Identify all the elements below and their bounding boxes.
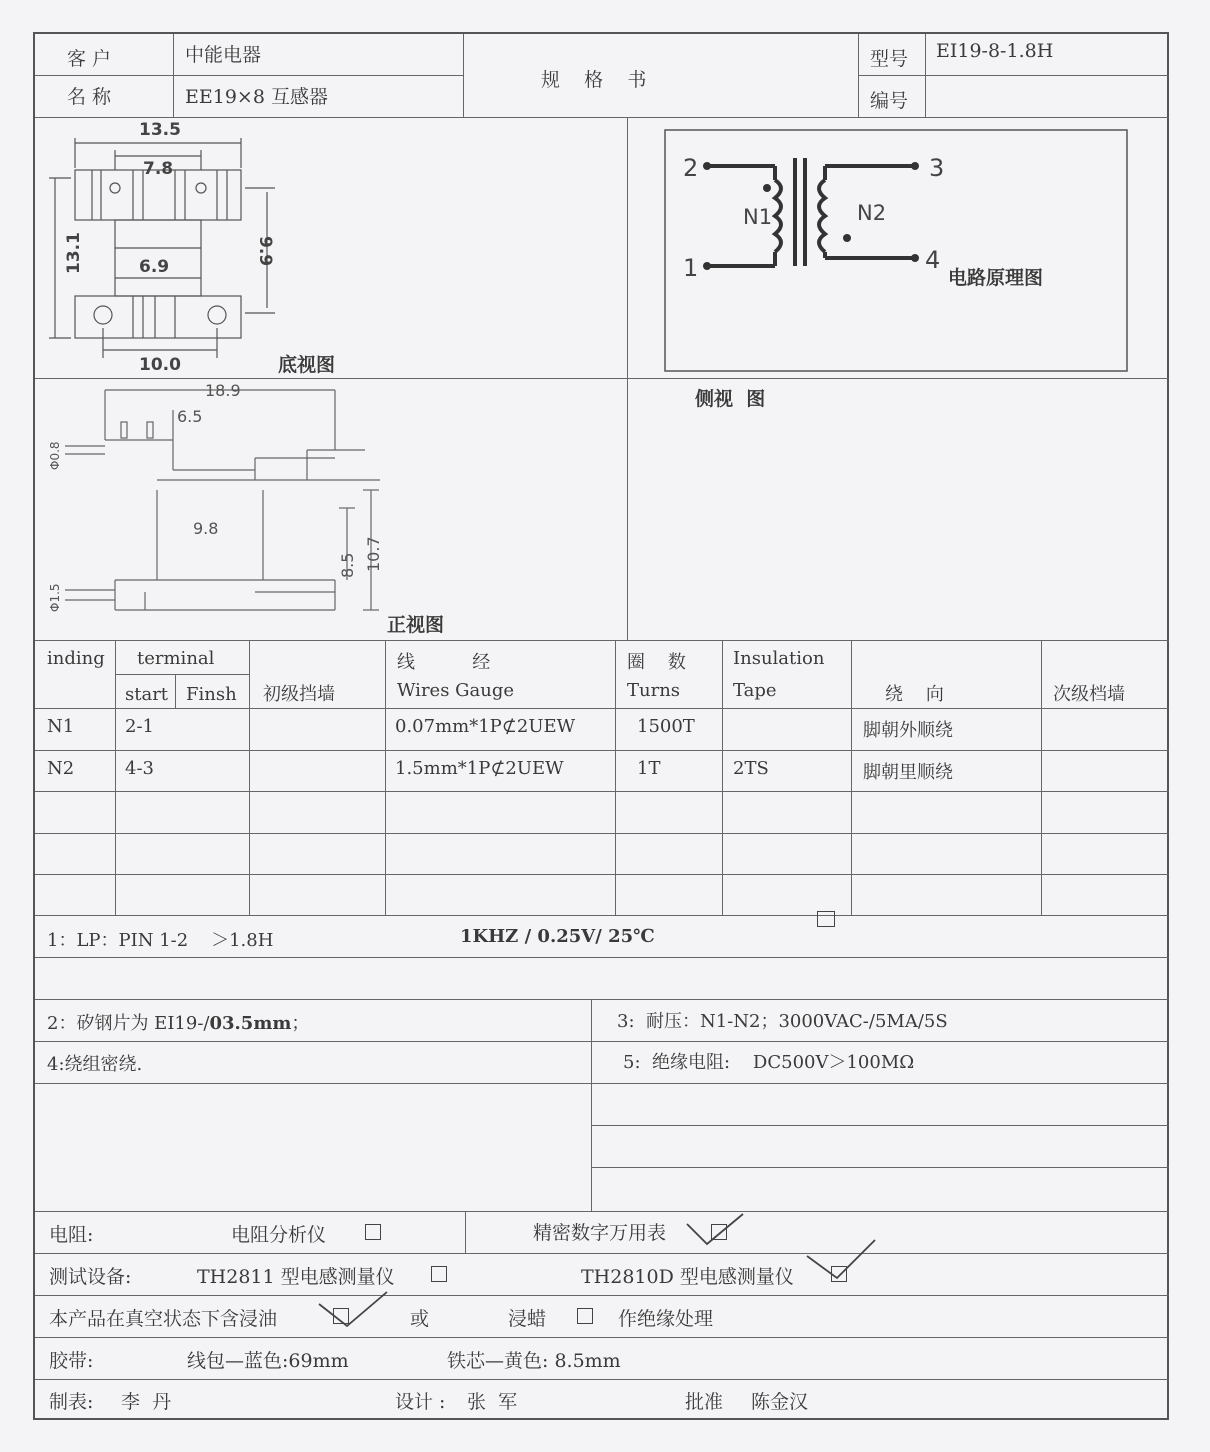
col-header-winding: inding: [47, 648, 105, 669]
model-value: EI19-8-1.8H: [936, 40, 1054, 62]
divider: [115, 640, 116, 915]
made-by-name: 李 丹: [121, 1391, 172, 1413]
note-5: 5: 绝缘电阻: DC500V＞100MΩ: [623, 1052, 915, 1073]
th2811-checkbox[interactable]: [431, 1266, 447, 1282]
name-value: EE19×8 互感器: [185, 86, 328, 108]
dim-label: 10.0: [139, 355, 181, 375]
cell-direction: 脚朝里顺绕: [863, 762, 953, 783]
divider: [35, 791, 1169, 792]
note-1-conditions: 1KHZ / 0.25V/ 25℃: [460, 926, 655, 947]
cell-winding: N2: [47, 758, 75, 779]
col-header-turns-en: Turns: [627, 680, 681, 701]
th2811-label: TH2811 型电感测量仪: [197, 1266, 395, 1288]
divider: [249, 640, 250, 915]
resistance-label: 电阻:: [49, 1224, 94, 1246]
equipment-label: 测试设备:: [49, 1266, 132, 1288]
dim-label: 6.9: [139, 257, 170, 277]
col-header-primary-wall: 初级挡墙: [263, 684, 335, 705]
divider: [591, 999, 592, 1211]
model-label: 型号: [870, 48, 909, 70]
divider: [35, 1253, 1169, 1254]
col-header-wire-cn: 线 经: [397, 652, 491, 673]
bottom-view-drawing: [35, 118, 625, 376]
doc-title: 规 格 书: [541, 69, 647, 91]
schematic-caption: 电路原理图: [948, 267, 1044, 289]
col-header-tape-2: Tape: [733, 680, 777, 701]
res-analyzer-checkbox[interactable]: [365, 1224, 381, 1240]
divider: [591, 1125, 1169, 1126]
cell-wire: 1.5mm*1P⊄2UEW: [395, 758, 564, 779]
insulation-treat-label: 作绝缘处理: [618, 1308, 714, 1330]
note-1: 1：LP：PIN 1-2 ＞1.8H: [47, 930, 274, 951]
divider: [35, 750, 1169, 751]
customer-value: 中能电器: [185, 44, 262, 66]
dim-label: 18.9: [205, 381, 241, 400]
divider: [35, 874, 1169, 875]
check-mark-icon: [317, 1288, 389, 1332]
divider: [35, 1041, 1169, 1042]
divider: [35, 378, 1169, 379]
multimeter-label: 精密数字万用表: [533, 1222, 667, 1244]
cell-turns: 1500T: [637, 716, 695, 737]
col-header-finish: Finsh: [186, 684, 237, 705]
note-2: 2：矽钢片为 EI19-/03.5mm；: [47, 1013, 310, 1034]
dim-label: 8.5: [338, 552, 357, 578]
pin-label: 2: [683, 154, 699, 182]
wax-label: 浸蜡: [508, 1308, 547, 1330]
divider: [615, 640, 616, 915]
divider: [35, 1379, 1169, 1380]
divider: [35, 1337, 1169, 1338]
divider: [35, 999, 1169, 1000]
schematic-drawing: [663, 128, 1129, 373]
note-4: 4:绕组密绕.: [47, 1054, 143, 1075]
name-label: 名 称: [67, 86, 112, 108]
dim-label: 13.5: [139, 120, 181, 140]
spec-sheet: [33, 32, 1169, 1420]
divider: [465, 1211, 466, 1253]
cell-terminal: 2-1: [125, 716, 154, 737]
dim-label: 9.8: [193, 519, 219, 538]
col-header-wire-en: Wires Gauge: [397, 680, 515, 701]
divider: [591, 1167, 1169, 1168]
divider: [35, 1295, 1169, 1296]
winding-label: N2: [857, 201, 887, 225]
approver-label: 批准: [685, 1391, 724, 1413]
dim-label: 6.5: [177, 407, 203, 426]
divider: [175, 674, 176, 708]
pin-label: 4: [925, 246, 941, 274]
col-header-tape-1: Insulation: [733, 648, 825, 669]
col-header-terminal: terminal: [137, 648, 215, 669]
divider: [35, 640, 1169, 641]
side-view-caption: 侧视 图: [695, 388, 766, 410]
designer-name: 张 军: [467, 1391, 518, 1413]
cell-wire: 0.07mm*1P⊄2UEW: [395, 716, 576, 737]
divider: [1041, 640, 1042, 915]
col-header-turns-cn: 圈 数: [627, 652, 686, 673]
bottom-view-caption: 底视图: [278, 354, 336, 376]
divider: [35, 833, 1169, 834]
col-header-direction: 绕 向: [885, 684, 944, 705]
customer-label: 客 户: [67, 48, 112, 70]
divider: [858, 75, 1169, 76]
approver-name: 陈金汉: [751, 1391, 809, 1413]
front-view-caption: 正视图: [387, 614, 445, 636]
divider: [851, 640, 852, 915]
divider: [463, 34, 464, 117]
designer-label: 设计 :: [395, 1391, 446, 1413]
checkbox[interactable]: [817, 911, 835, 927]
vacuum-label: 本产品在真空状态下含浸油: [49, 1308, 278, 1330]
divider: [35, 957, 1169, 958]
pin-label: 1: [683, 254, 699, 282]
tape-core: 铁芯—黄色: 8.5mm: [447, 1350, 621, 1372]
dim-label: Φ1.5: [48, 583, 62, 612]
dim-label: Φ0.8: [48, 441, 62, 470]
cell-direction: 脚朝外顺绕: [863, 720, 953, 741]
dim-label: 9.9: [255, 236, 275, 267]
divider: [35, 915, 1169, 916]
dim-label: 7.8: [143, 159, 174, 179]
made-by-label: 制表:: [49, 1391, 94, 1413]
cell-tape: 2TS: [733, 758, 769, 779]
col-header-secondary-wall: 次级档墙: [1053, 684, 1125, 705]
winding-label: N1: [743, 205, 773, 229]
pin-label: 3: [929, 154, 945, 182]
divider: [35, 1211, 1169, 1212]
divider: [35, 75, 463, 76]
dim-label: 10.7: [364, 536, 383, 572]
divider: [385, 640, 386, 915]
col-header-start: start: [125, 684, 169, 705]
check-mark-icon: [805, 1238, 877, 1282]
serial-label: 编号: [870, 90, 909, 112]
or-label: 或: [410, 1308, 430, 1330]
res-analyzer-label: 电阻分析仪: [231, 1224, 327, 1246]
divider: [35, 708, 1169, 709]
wax-checkbox[interactable]: [577, 1308, 593, 1324]
cell-turns: 1T: [637, 758, 661, 779]
th2810d-label: TH2810D 型电感测量仪: [581, 1266, 794, 1288]
divider: [115, 674, 249, 675]
front-view-drawing: [35, 380, 455, 638]
cell-winding: N1: [47, 716, 75, 737]
check-mark-icon: [685, 1210, 745, 1250]
divider: [35, 1083, 1169, 1084]
divider: [173, 34, 174, 117]
divider: [722, 640, 723, 915]
tape-label: 胶带:: [49, 1350, 94, 1372]
dim-label: 13.1: [64, 232, 84, 274]
tape-coil: 线包—蓝色:69mm: [187, 1350, 349, 1372]
note-3: 3: 耐压：N1-N2；3000VAC-/5MA/5S: [617, 1011, 948, 1032]
cell-terminal: 4-3: [125, 758, 154, 779]
